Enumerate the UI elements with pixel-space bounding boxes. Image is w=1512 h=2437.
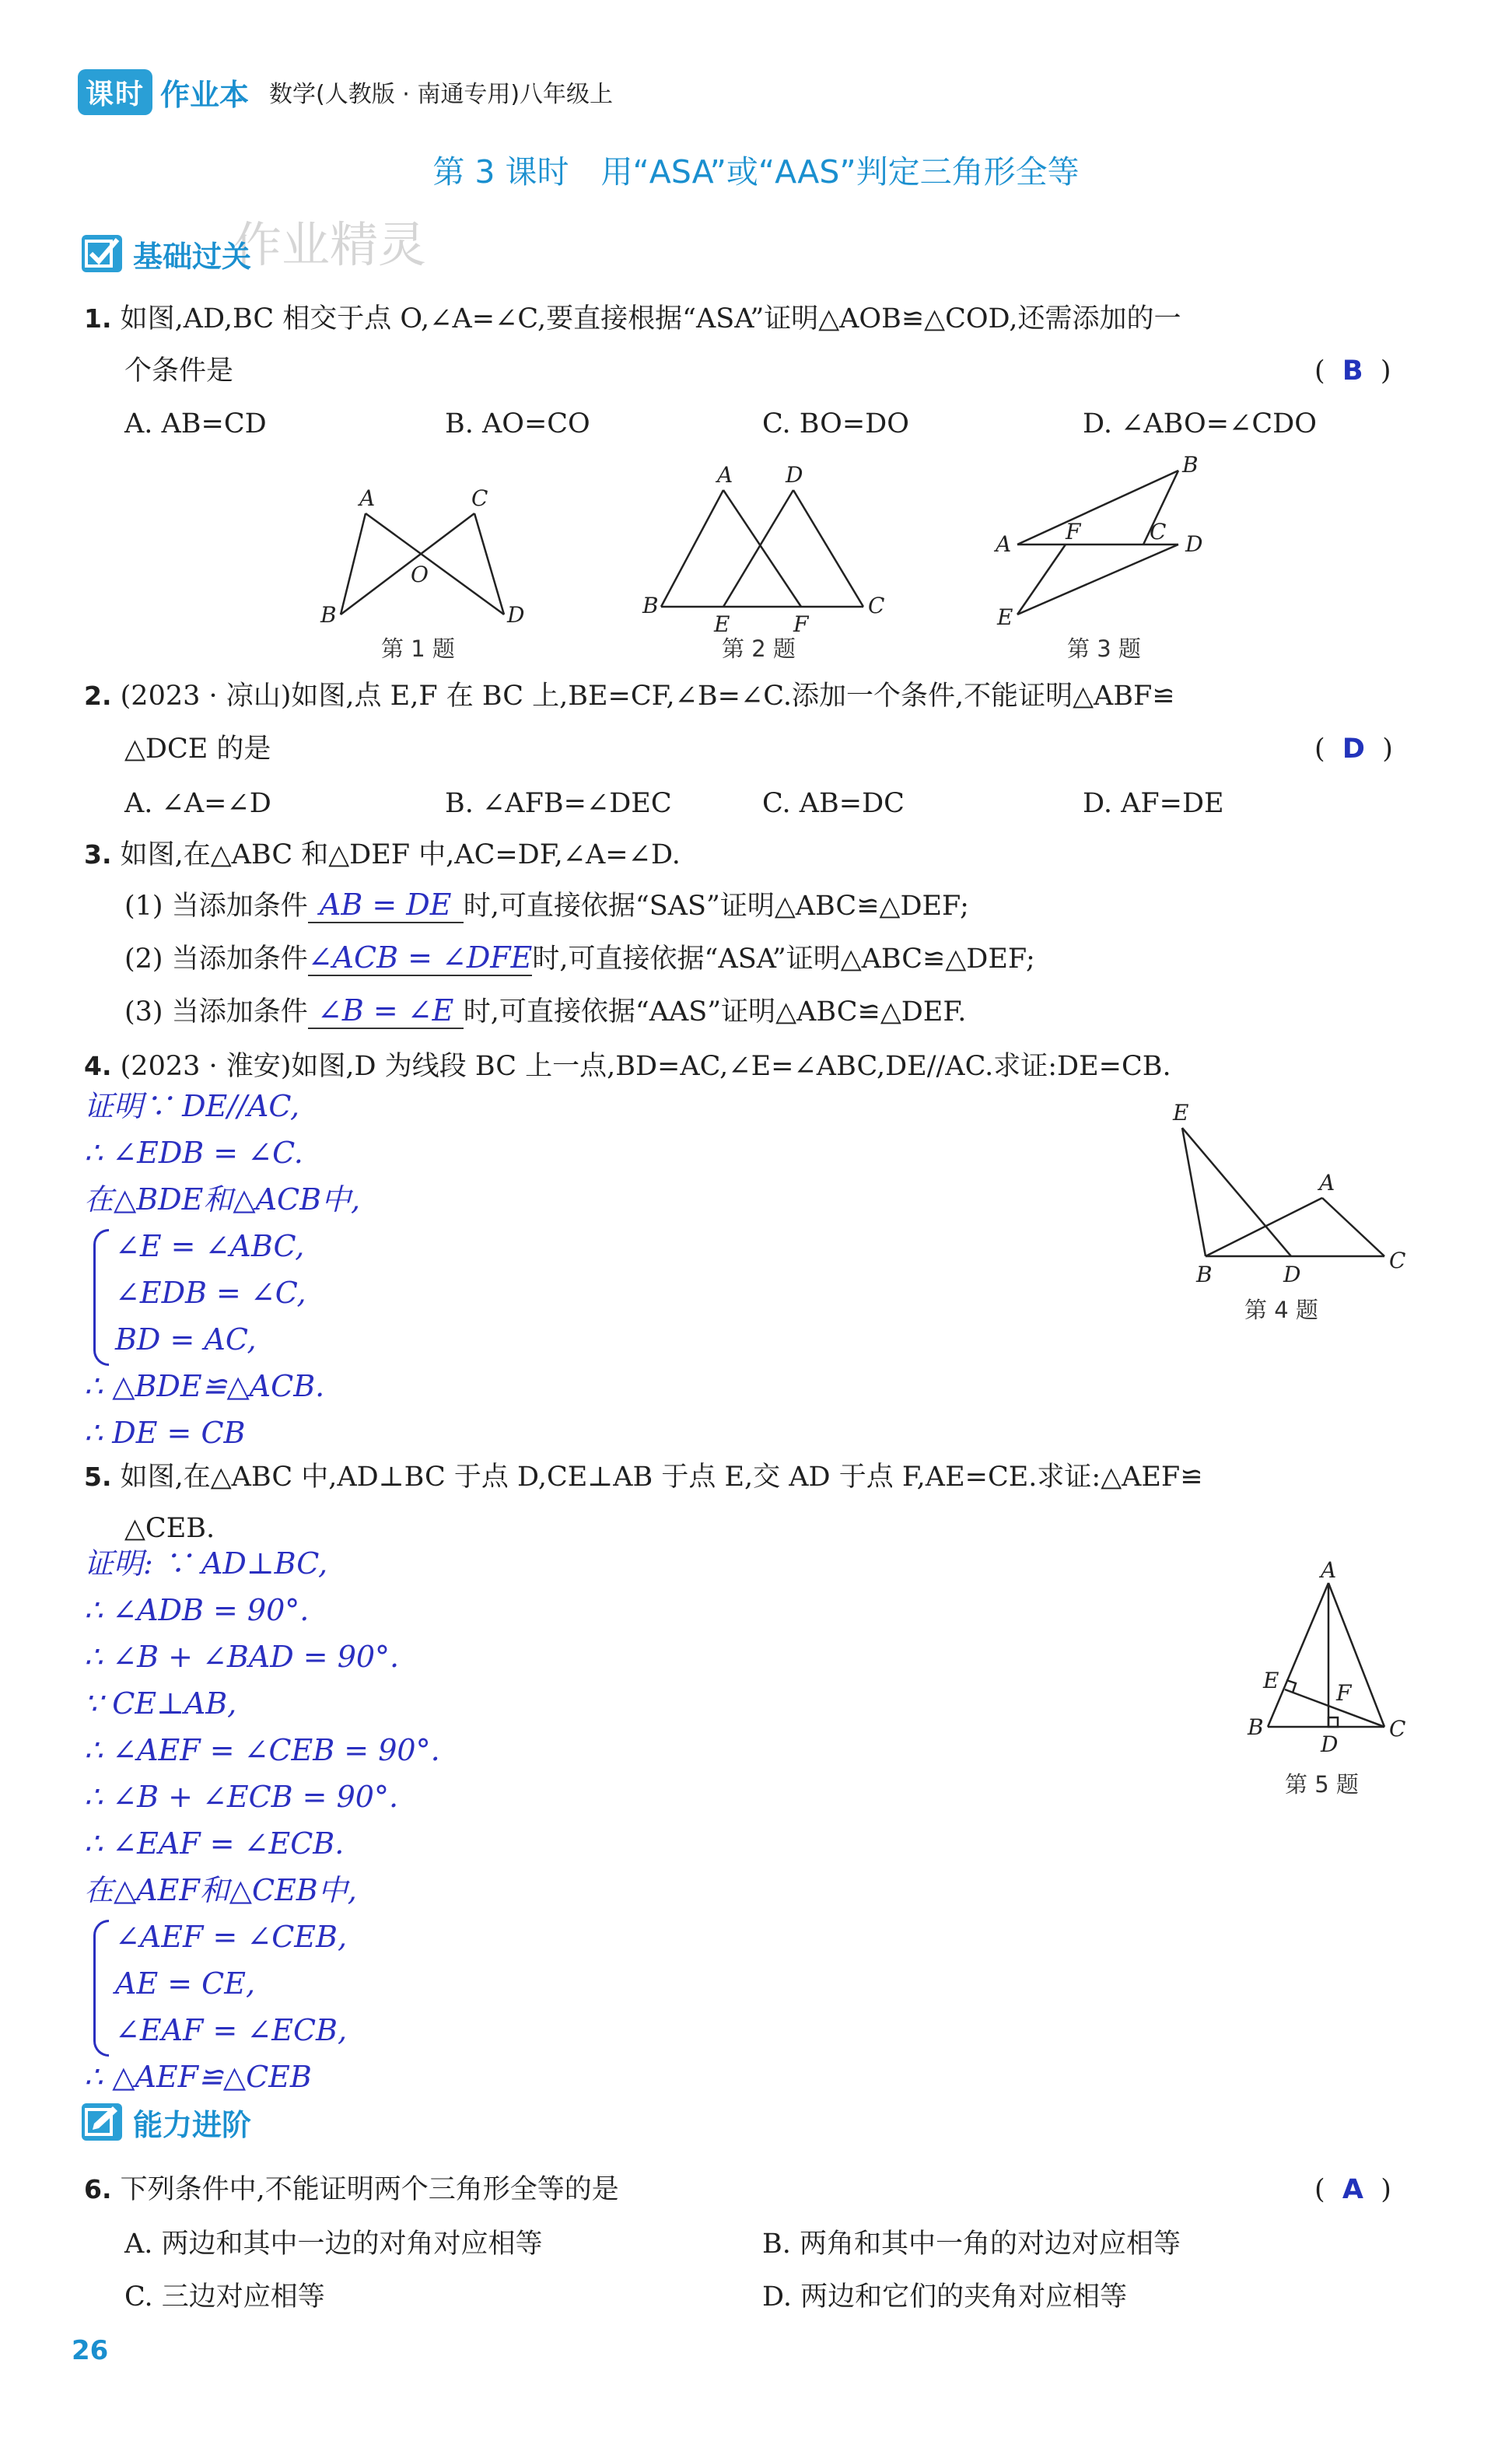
f1-label-c: C	[471, 485, 488, 511]
q3-item-1-fill: AB = DE	[308, 888, 464, 923]
f4-label-d: D	[1283, 1262, 1301, 1287]
q6-line	[84, 2170, 619, 2209]
f4-label-e: E	[1173, 1100, 1189, 1126]
figure-2	[638, 459, 887, 638]
q3-item-3-post: 时,可直接依据“AAS”证明△ABC≌△DEF.	[463, 996, 967, 1028]
f2-label-d: D	[786, 462, 803, 488]
q5-proof-3: ∴ ∠B + ∠BAD = 90°.	[84, 1640, 400, 1674]
q1-line2	[124, 352, 233, 390]
logo-badge: 课时	[78, 69, 152, 115]
q2-option-b: B. ∠AFB=∠DEC	[445, 788, 672, 819]
f2-label-b: B	[642, 593, 659, 618]
q6-option-c: C. 三边对应相等	[124, 2281, 325, 2313]
figure-1-caption: 第 1 题	[381, 636, 455, 662]
q6-answer-paren: ( A )	[1314, 2174, 1391, 2205]
q6-number: 6.	[84, 2174, 112, 2204]
q6-option-a: A. 两边和其中一边的对角对应相等	[124, 2229, 543, 2260]
q1-answer-paren: ( B )	[1314, 355, 1391, 387]
f1-label-a: A	[359, 485, 376, 511]
f3-label-f: F	[1066, 519, 1081, 544]
checkmark-icon	[82, 235, 122, 272]
q5-proof-5: ∴ ∠AEF = ∠CEB = 90°.	[84, 1733, 440, 1767]
pencil-icon	[82, 2103, 122, 2141]
q5-proof-9: ∠AEF = ∠CEB,	[115, 1920, 348, 1954]
q2-line2	[124, 730, 271, 769]
q4-text: (2023 · 淮安)如图,D 为线段 BC 上一点,BD=AC,∠E=∠ABC,DE//AC.求证:DE=CB.	[120, 1051, 1171, 1082]
q4-proof-1: 证明∵ DE//AC,	[84, 1089, 300, 1123]
f3-label-c: C	[1150, 519, 1167, 544]
q1-option-a: A. AB=CD	[124, 408, 267, 439]
q2-option-d: D. AF=DE	[1083, 788, 1224, 819]
q3-line	[84, 835, 681, 874]
q6-option-d: D. 两边和它们的夹角对应相等	[762, 2281, 1128, 2313]
q6-answer: A	[1342, 2174, 1363, 2205]
section-advanced-title: 能力进阶	[133, 2107, 252, 2142]
q5-proof-1: 证明: ∵ AD⊥BC,	[84, 1546, 328, 1581]
f2-label-a: A	[717, 462, 733, 488]
q3-item-2	[124, 940, 1035, 979]
lesson-title: 第 3 课时 用“ASA”或“AAS”判定三角形全等	[432, 153, 1080, 191]
q1-number: 1.	[84, 303, 112, 334]
f5-label-a: A	[1321, 1557, 1337, 1583]
f5-label-c: C	[1389, 1716, 1406, 1742]
q2-option-c: C. AB=DC	[762, 788, 905, 819]
watermark: 作业精灵	[233, 216, 427, 273]
q3-item-3-pre: (3) 当添加条件	[124, 996, 308, 1028]
q3-item-2-fill: ∠ACB = ∠DFE	[307, 940, 533, 975]
q5-proof-7: ∴ ∠EAF = ∠ECB.	[84, 1826, 345, 1861]
q3-item-3	[124, 993, 966, 1031]
q4-number: 4.	[84, 1051, 112, 1081]
q4-brace	[93, 1229, 109, 1366]
f3-label-a: A	[996, 531, 1012, 557]
q5-proof-2: ∴ ∠ADB = 90°.	[84, 1593, 310, 1627]
f5-label-e: E	[1263, 1668, 1279, 1693]
f4-label-b: B	[1196, 1262, 1213, 1287]
q4-proof-8: ∴ DE = CB	[84, 1416, 246, 1450]
figure-2-caption: 第 2 题	[722, 636, 796, 662]
q5-number: 5.	[84, 1462, 112, 1492]
q5-brace	[93, 1920, 109, 2057]
q5-proof-11: ∠EAF = ∠ECB,	[115, 2013, 348, 2047]
q5-proof-12: ∴ △AEF≌△CEB	[84, 2060, 312, 2094]
q5-proof-8: 在△AEF和△CEB中,	[84, 1873, 357, 1907]
f3-label-e: E	[997, 604, 1013, 630]
q3-item-2-post: 时,可直接依据“ASA”证明△ABC≌△DEF;	[532, 944, 1035, 975]
q6-option-b: B. 两角和其中一角的对边对应相等	[762, 2229, 1181, 2260]
header	[78, 68, 613, 115]
q1-option-c: C. BO=DO	[762, 408, 909, 439]
f1-label-o: O	[411, 562, 429, 587]
q5-text1: 如图,在△ABC 中,AD⊥BC 于点 D,CE⊥AB 于点 E,交 AD 于点 F,AE=CE.求证:△AEF≌	[120, 1462, 1203, 1493]
q2-text2: △DCE 的是	[124, 734, 271, 765]
section-basic	[82, 232, 251, 275]
q5-proof-10: AE = CE,	[115, 1966, 256, 2001]
q5-proof-6: ∴ ∠B + ∠ECB = 90°.	[84, 1780, 399, 1814]
section-basic-title: 基础过关	[133, 239, 252, 274]
figure-5-caption: 第 5 题	[1285, 1771, 1359, 1798]
q2-number: 2.	[84, 681, 112, 711]
figure-3	[988, 455, 1237, 634]
f5-label-b: B	[1248, 1714, 1264, 1740]
q4-proof-2: ∴ ∠EDB = ∠C.	[84, 1136, 303, 1170]
q1-answer: B	[1342, 355, 1363, 387]
q4-proof-5: ∠EDB = ∠C,	[115, 1276, 306, 1310]
page-number: 26	[72, 2335, 109, 2366]
f2-label-c: C	[868, 593, 885, 618]
figure-3-caption: 第 3 题	[1067, 636, 1141, 662]
q5-proof-4: ∵ CE⊥AB,	[84, 1686, 237, 1721]
q3-item-1-post: 时,可直接依据“SAS”证明△ABC≌△DEF;	[463, 891, 969, 922]
q2-line1	[84, 677, 1175, 716]
figure-5	[1237, 1556, 1423, 1773]
f1-label-d: D	[507, 602, 525, 628]
f3-label-d: D	[1185, 531, 1203, 557]
q6-text: 下列条件中,不能证明两个三角形全等的是	[120, 2174, 619, 2205]
f4-label-a: A	[1319, 1170, 1335, 1196]
f2-label-f: F	[793, 611, 809, 637]
q2-text1: (2023 · 凉山)如图,点 E,F 在 BC 上,BE=CF,∠B=∠C.添加一个条件,不能证明△ABF≌	[120, 681, 1175, 712]
q1-option-d: D. ∠ABO=∠CDO	[1083, 408, 1317, 439]
f5-label-d: D	[1321, 1731, 1339, 1757]
f1-label-b: B	[320, 602, 337, 628]
f5-label-f: F	[1336, 1680, 1352, 1706]
q3-number: 3.	[84, 839, 112, 870]
q3-item-1	[124, 887, 969, 926]
q5-line1	[84, 1458, 1203, 1497]
q1-line1	[84, 299, 1181, 338]
q2-answer: D	[1342, 734, 1365, 765]
q2-answer-paren: ( D )	[1314, 734, 1393, 765]
q5-text2: △CEB.	[124, 1513, 215, 1544]
q2-option-a: A. ∠A=∠D	[124, 788, 271, 819]
q4-proof-4: ∠E = ∠ABC,	[115, 1229, 305, 1263]
q3-text: 如图,在△ABC 和△DEF 中,AC=DF,∠A=∠D.	[120, 839, 681, 870]
q4-proof-6: BD = AC,	[115, 1322, 257, 1357]
section-advanced	[82, 2100, 251, 2144]
q4-line	[84, 1047, 1171, 1086]
f2-label-e: E	[714, 611, 730, 637]
q1-text2: 个条件是	[124, 355, 234, 387]
figure-4	[1159, 1097, 1416, 1291]
f4-label-c: C	[1389, 1248, 1406, 1273]
q4-proof-7: ∴ △BDE≌△ACB.	[84, 1369, 325, 1403]
q1-text1: 如图,AD,BC 相交于点 O,∠A=∠C,要直接根据“ASA”证明△AOB≌△COD,还需添加的一	[120, 303, 1181, 334]
figure-4-caption: 第 4 题	[1244, 1297, 1318, 1323]
q3-item-1-pre: (1) 当添加条件	[124, 891, 308, 922]
q3-item-3-fill: ∠B = ∠E	[308, 993, 464, 1029]
subject-line: 数学(人教版 · 南通专用)八年级上	[269, 81, 614, 108]
q1-option-b: B. AO=CO	[445, 408, 590, 439]
brand-name: 作业本	[160, 77, 250, 112]
figure-1	[311, 482, 544, 638]
q4-proof-3: 在△BDE和△ACB中,	[84, 1182, 361, 1217]
f3-label-b: B	[1182, 455, 1199, 478]
q3-item-2-pre: (2) 当添加条件	[124, 944, 308, 975]
